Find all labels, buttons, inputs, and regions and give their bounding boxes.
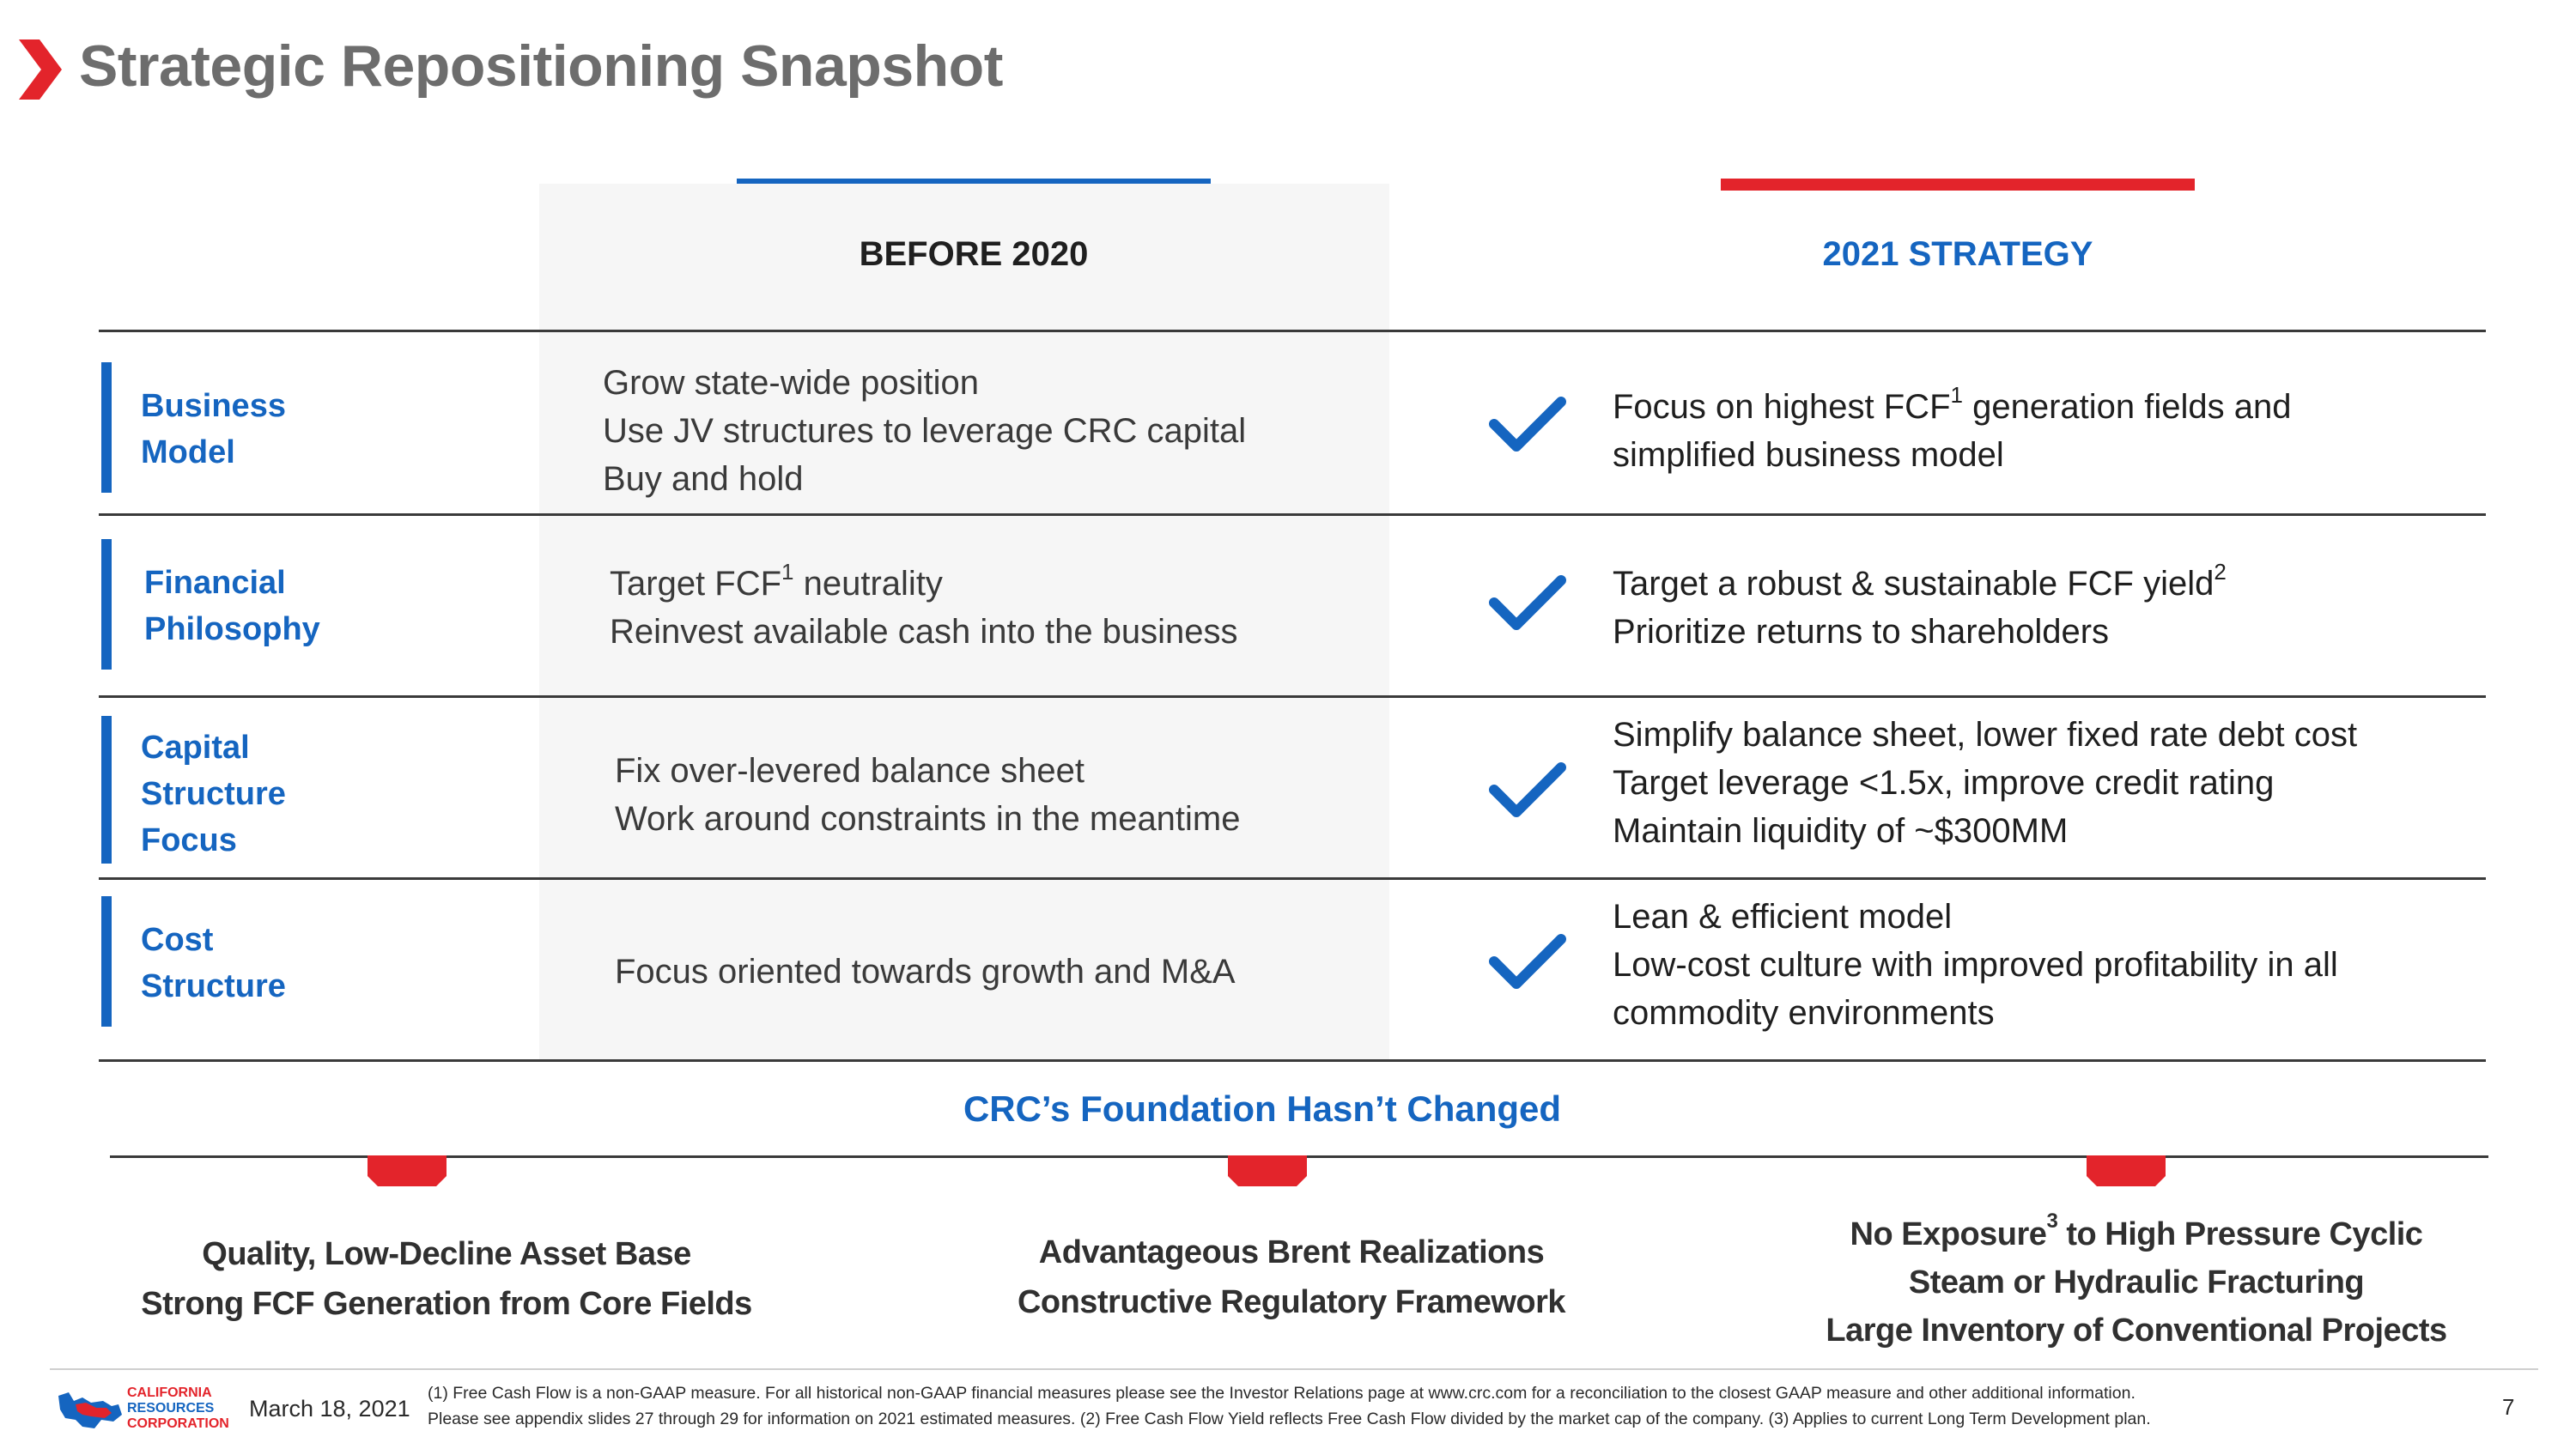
page-title: Strategic Repositioning Snapshot [79, 33, 1003, 99]
row-accent-bar [101, 539, 112, 670]
row-label-capital-structure-focus: Capital Structure Focus [141, 730, 286, 858]
before-text-capital-structure-focus: Fix over-levered balance sheet Work around constraints in the meantime [615, 752, 1241, 838]
red-tab-marker [1228, 1155, 1307, 1186]
red-tab-marker [2087, 1155, 2166, 1186]
foundation-pillar-1: Quality, Low-Decline Asset Base Strong FCF Generation from Core Fields [141, 1236, 752, 1322]
row-label-cost-structure: Cost Structure [141, 922, 286, 1004]
row-label-financial-philosophy: Financial Philosophy [144, 565, 320, 647]
strategy-column-header: 2021 STRATEGY [1822, 235, 2093, 273]
row-accent-bar [101, 896, 112, 1027]
checkmark-icon [1489, 762, 1566, 822]
table-divider [99, 330, 2486, 332]
strategy-text-capital-structure-focus: Simplify balance sheet, lower fixed rate debt cost Target leverage <1.5x, improve credit rating Maintain liquidity of ~$300MM [1613, 716, 2358, 850]
page-number: 7 [2502, 1394, 2515, 1420]
table-divider [99, 877, 2486, 880]
foundation-heading: CRC’s Foundation Hasn’t Changed [963, 1088, 1562, 1129]
checkmark-icon [1489, 575, 1566, 635]
row-label-business-model: Business Model [141, 388, 286, 470]
strategy-column-bar [1721, 179, 2195, 191]
strategy-text-financial-philosophy: Target a robust & sustainable FCF yield$^2$ Prioritize returns to shareholders [1613, 558, 2227, 651]
footnotes: (1) Free Cash Flow is a non-GAAP measure. For all historical non-GAAP financial measures please see the Investor Relations page at www.crc.com for a reconciliation to the closest GAAP measure and other additional information. Please see appendix slides 27 through 29 for information on 2021 estimated measures. (2) Free Cash Flow Yield reflects Free Cash Flow divided by the market cap of the company. (3) Applies to current Long Term Development plan. [428, 1384, 2151, 1428]
row-accent-bar [101, 362, 112, 493]
footer-divider [50, 1368, 2538, 1370]
strategy-text-cost-structure: Lean & efficient model Low-cost culture with improved profitability in all commodity environments [1613, 898, 2338, 1032]
checkmark-icon [1489, 934, 1566, 994]
before-column-header: BEFORE 2020 [859, 235, 1089, 273]
before-text-cost-structure: Focus oriented towards growth and M&A [615, 953, 1236, 991]
red-tab-marker [368, 1155, 447, 1186]
table-divider [99, 695, 2486, 698]
row-accent-bar [101, 716, 112, 864]
foundation-pillar-2: Advantageous Brent Realizations Constructive Regulatory Framework [1017, 1234, 1566, 1320]
before-text-business-model: Grow state-wide position Use JV structures to leverage CRC capital Buy and hold [603, 364, 1247, 498]
table-divider [99, 1059, 2486, 1062]
checkmark-icon [1489, 397, 1566, 457]
california-resources-logo: CALIFORNIA RESOURCES CORPORATION [57, 1384, 220, 1435]
foundation-pillar-3: No Exposure$^3$ to High Pressure Cyclic Steam or Hydraulic Fracturing Large Inventory of Conventional Projects [1826, 1210, 2447, 1349]
strategy-text-business-model: Focus on highest FCF$^1$ generation fields and simplified business model [1613, 381, 2292, 474]
chevron-right-icon [19, 39, 62, 100]
footer-date: March 18, 2021 [249, 1396, 410, 1422]
table-divider [99, 513, 2486, 516]
before-text-financial-philosophy: Target FCF$^1$ neutrality Reinvest available cash into the business [610, 558, 1238, 651]
